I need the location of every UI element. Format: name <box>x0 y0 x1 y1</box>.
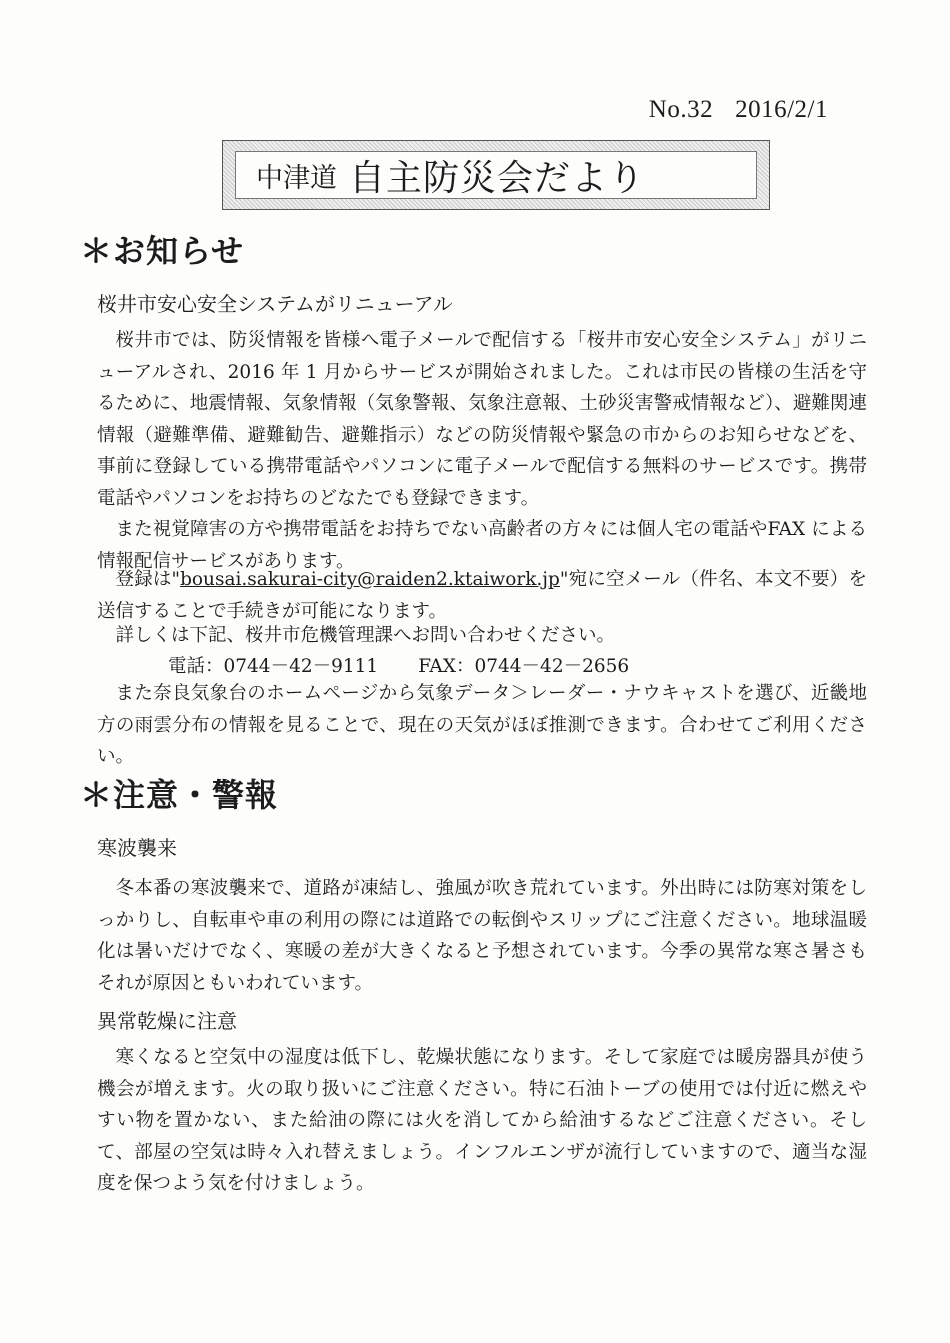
warning-subheading-cold: 寒波襲来 <box>97 836 177 860</box>
warning-subheading-dry: 異常乾燥に注意 <box>97 1009 237 1033</box>
warning-paragraph-cold: 冬本番の寒波襲来で、道路が凍結し、強風が吹き荒れています。外出時には防寒対策をしっかりし、自転車や車の利用の際には道路での転倒やスリップにご注意ください。地球温暖化は暑いだけでなく、寒暖の差が大きくなると予想されています。今季の異常な寒さ暑さもそれが原因ともいわれています。 <box>97 878 867 994</box>
issue-date: 2016/2/1 <box>735 96 828 123</box>
title-inner <box>235 151 757 199</box>
notice-paragraph-3 <box>97 564 867 627</box>
contact-tel: 電話：0744－42－9111 <box>168 656 379 677</box>
register-suffix: "宛に空メール（件名、本文不要）を送信することで手続きが可能になります。 <box>97 569 867 622</box>
issue-info <box>649 96 828 124</box>
contact-line <box>168 652 629 678</box>
title-area-name: 中津道 <box>256 162 337 194</box>
warning-paragraph-dry: 寒くなると空気中の湿度は低下し、乾燥状態になります。そして家庭では暖房器具が使う機会が増えます。火の取り扱いにご注意ください。特に石油トーブの使用では付近に燃えやすい物を置かない、また給油の際には火を消してから給油するなどご注意ください。そして、部屋の空気は時々入れ替えましょう。インフルエンザが流行していますので、適当な湿度を保つよう気を付けましょう。 <box>97 1047 867 1194</box>
warning-heading: ＊注意・警報 <box>80 776 279 814</box>
register-prefix: 登録は" <box>115 569 181 590</box>
title-frame <box>222 140 770 210</box>
notice-paragraph-4: 詳しくは下記、桜井市危機管理課へお問い合わせください。 <box>115 625 616 646</box>
notice-paragraph-1: 桜井市では、防災情報を皆様へ電子メールで配信する「桜井市安心安全システム」がリニューアルされ、2016 年 1 月からサービスが開始されました。これは市民の皆様の生活を守るために、地震情報、気象情報（気象警報、気象注意報、土砂災害警戒情報など）、避難関連情報（避難準備、避難勧告、避難指示）などの防災情報や緊急の市からのお知らせなどを、事前に登録している携帯電話やパソコンに電子メールで配信する無料のサービスです。携帯電話やパソコンをお持ちのどなたでも登録できます。 <box>97 330 867 509</box>
notice-heading: ＊お知らせ <box>80 232 245 270</box>
notice-paragraph-5: また奈良気象台のホームページから気象データ＞レーダー・ナウキャストを選び、近畿地方の雨雲分布の情報を見ることで、現在の天気がほぼ推測できます。合わせてご利用ください。 <box>97 683 867 767</box>
page-title: 自主防災会だより <box>349 157 646 199</box>
contact-fax: FAX：0744－42－2656 <box>418 656 630 677</box>
issue-number: No.32 <box>648 96 714 123</box>
register-email-link[interactable]: bousai.sakurai-city@raiden2.ktaiwork.jp <box>180 569 560 590</box>
notice-paragraph-2: また視覚障害の方や携帯電話をお持ちでない高齢者の方々には個人宅の電話やFAX による情報配信サービスがあります。 <box>97 519 867 572</box>
notice-subheading: 桜井市安心安全システムがリニューアル <box>97 292 453 316</box>
